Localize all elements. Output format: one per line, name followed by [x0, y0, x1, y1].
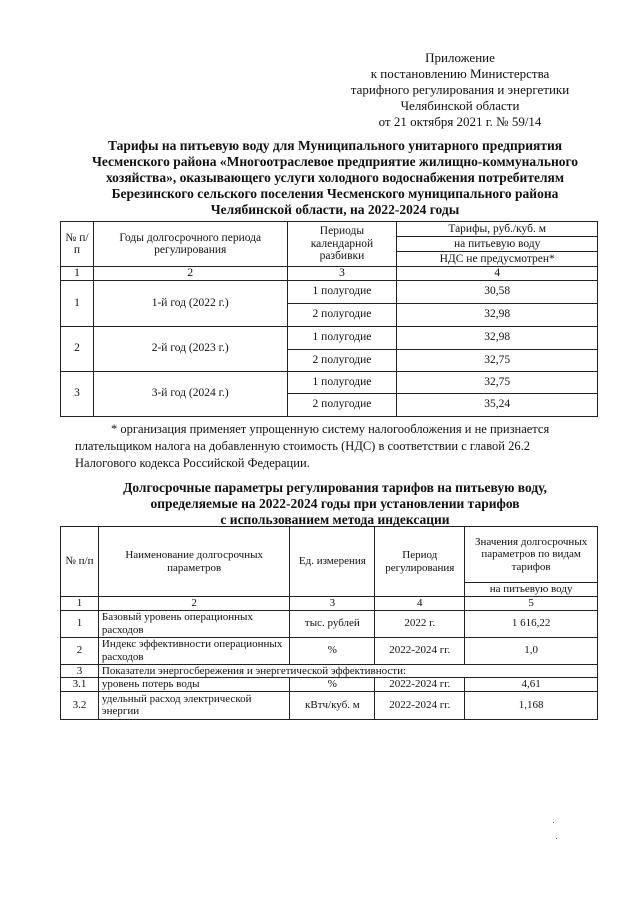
header-values: Значения долгосрочных параметров по видам тарифов — [465, 527, 598, 583]
title-line: хозяйства», оказывающего услуги холодного водоснабжения потребителям — [105, 170, 565, 185]
title-line: определяемые на 2022-2024 годы при установлении тарифов — [150, 496, 520, 511]
row-name: уровень потерь воды — [98, 678, 290, 692]
table-row — [61, 691, 598, 719]
parameters-title — [70, 480, 600, 528]
row-num: 3.2 — [61, 691, 99, 719]
appendix-line: от 21 октября 2021 г. № 59/14 — [378, 114, 542, 129]
row-half: 2 полугодие — [287, 349, 397, 371]
row-period: 2022-2024 гг. — [375, 637, 465, 664]
row-num: 3 — [61, 371, 94, 416]
section-name: Показатели энергосбережения и энергетической эффективности: — [98, 664, 597, 678]
title-line: Тарифы на питьевую воду для Муниципального унитарного предприятия — [107, 138, 563, 153]
col-number: 4 — [375, 597, 465, 611]
appendix-line: Челябинской области — [400, 98, 520, 113]
col-number: 2 — [98, 597, 290, 611]
col-number: 1 — [61, 597, 99, 611]
col-number: 1 — [61, 267, 94, 281]
header-period: Годы долгосрочного периода регулирования — [93, 222, 287, 267]
table-row — [61, 280, 598, 303]
row-unit: % — [290, 637, 375, 664]
title-line: с использованием метода индексации — [220, 512, 450, 527]
footnote — [75, 421, 597, 472]
appendix-line: тарифного регулирования и энергетики — [350, 82, 570, 97]
col-number: 3 — [287, 267, 397, 281]
header-period: Период регулирования — [375, 527, 465, 597]
header-tariff: Тарифы, руб./куб. м — [397, 222, 598, 237]
row-tariff: 35,24 — [397, 393, 598, 416]
row-half: 1 полугодие — [287, 371, 397, 393]
row-num: 2 — [61, 637, 99, 664]
table-row — [61, 678, 598, 692]
row-tariff: 32,75 — [397, 349, 598, 371]
appendix-line: к постановлению Министерства — [370, 66, 550, 81]
header-water: на питьевую воду — [465, 583, 598, 597]
row-name: удельный расход электрической энергии — [98, 691, 290, 719]
row-num: 3.1 — [61, 678, 99, 692]
row-half: 1 полугодие — [287, 326, 397, 349]
table-row — [61, 610, 598, 637]
footnote-line: * организация применяет упрощенную систему налогообложения и не признается — [111, 422, 550, 436]
row-value: 1 616,22 — [465, 610, 598, 637]
row-num: 2 — [61, 326, 94, 371]
col-number: 3 — [290, 597, 375, 611]
row-tariff: 32,75 — [397, 371, 598, 393]
title-line: Березинского сельского поселения Чесменского муниципального района — [111, 186, 559, 201]
header-water: на питьевую воду — [397, 237, 598, 252]
row-half: 2 полугодие — [287, 303, 397, 326]
row-period: 2022-2024 гг. — [375, 691, 465, 719]
title-line: Чесменского района «Многоотраслевое предприятие жилищно-коммунального — [91, 154, 579, 169]
row-tariff: 32,98 — [397, 326, 598, 349]
row-tariff: 32,98 — [397, 303, 598, 326]
header-unit: Ед. измерения — [290, 527, 375, 597]
row-value: 4,61 — [465, 678, 598, 692]
header-name: Наименование долгосрочных параметров — [98, 527, 290, 597]
header-num: № п/п — [61, 527, 99, 597]
header-num: № п/п — [61, 222, 94, 267]
col-number: 5 — [465, 597, 598, 611]
row-num: 1 — [61, 280, 94, 326]
row-period: 2022-2024 гг. — [375, 678, 465, 692]
table-row — [61, 326, 598, 349]
footnote-line: Налогового кодекса Российской Федерации. — [75, 456, 310, 470]
header-calendar: Периоды календарной разбивки — [287, 222, 397, 267]
scan-speck — [556, 838, 557, 839]
row-name: Индекс эффективности операционных расходов — [98, 637, 290, 664]
row-period: 2022 г. — [375, 610, 465, 637]
row-unit: тыс. рублей — [290, 610, 375, 637]
row-half: 1 полугодие — [287, 280, 397, 303]
header-vat: НДС не предусмотрен* — [397, 252, 598, 267]
tariff-table — [60, 221, 598, 417]
row-name: Базовый уровень операционных расходов — [98, 610, 290, 637]
col-number: 2 — [93, 267, 287, 281]
row-year: 1-й год (2022 г.) — [93, 280, 287, 326]
footnote-line: плательщиком налога на добавленную стоимость (НДС) в соответствии с главой 26.2 — [75, 439, 530, 453]
table-row — [61, 637, 598, 664]
row-year: 3-й год (2024 г.) — [93, 371, 287, 416]
row-value: 1,0 — [465, 637, 598, 664]
title-line: Долгосрочные параметры регулирования тарифов на питьевую воду, — [123, 480, 547, 495]
parameters-table — [60, 526, 598, 720]
scan-speck — [553, 822, 554, 823]
title-line: Челябинской области, на 2022-2024 годы — [210, 202, 460, 217]
row-tariff: 30,58 — [397, 280, 598, 303]
appendix-line: Приложение — [425, 50, 495, 65]
row-num: 3 — [61, 664, 99, 678]
section-row — [61, 664, 598, 678]
row-unit: кВтч/куб. м — [290, 691, 375, 719]
appendix-header — [330, 50, 590, 130]
row-unit: % — [290, 678, 375, 692]
tariff-title — [70, 138, 600, 218]
row-value: 1,168 — [465, 691, 598, 719]
col-number: 4 — [397, 267, 598, 281]
row-num: 1 — [61, 610, 99, 637]
row-half: 2 полугодие — [287, 393, 397, 416]
row-year: 2-й год (2023 г.) — [93, 326, 287, 371]
table-row — [61, 371, 598, 393]
